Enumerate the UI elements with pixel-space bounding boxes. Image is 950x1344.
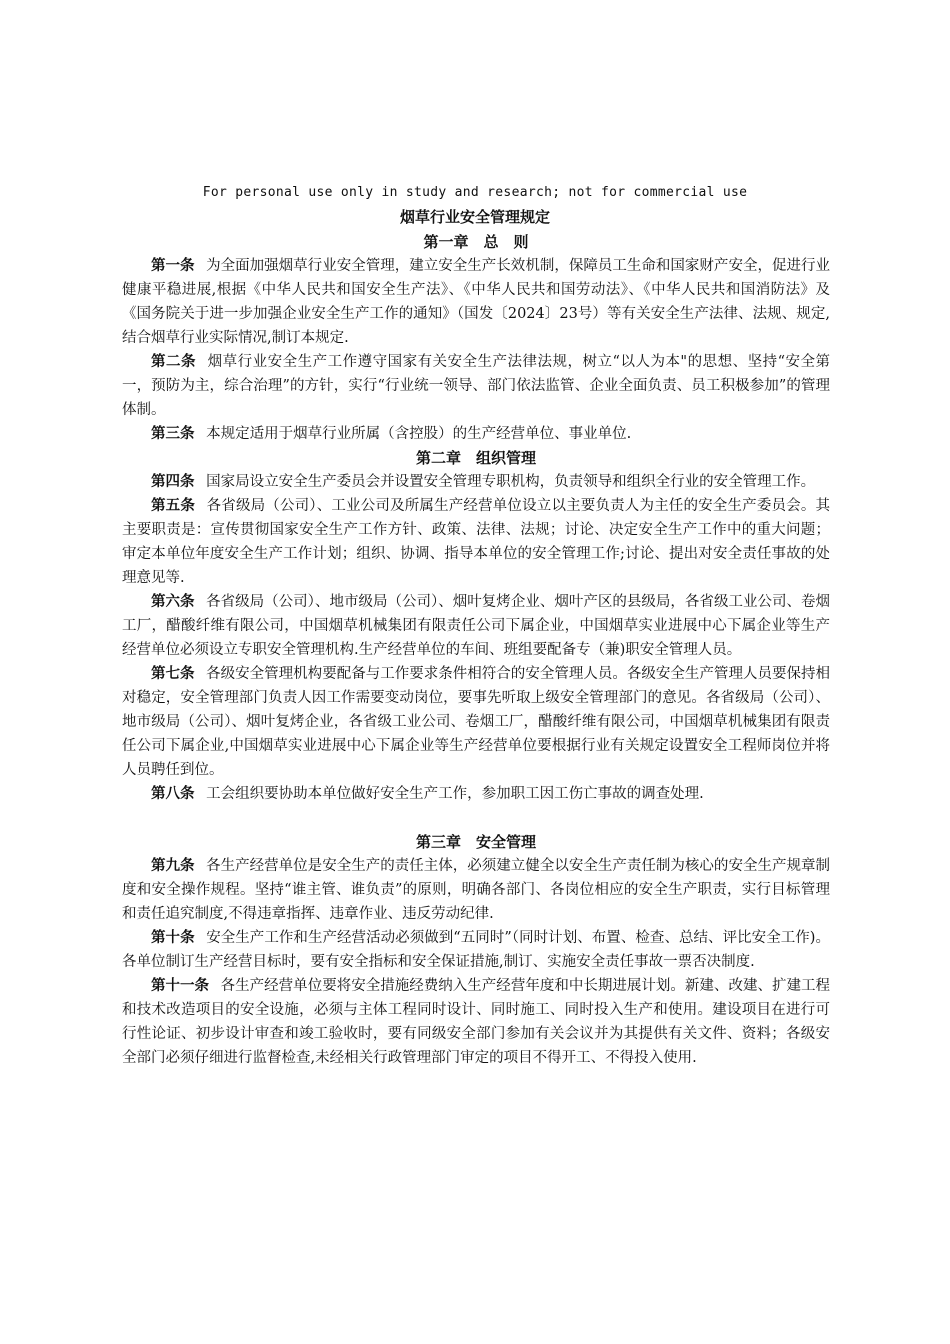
article-1 xyxy=(122,254,830,350)
article-text: 各省级局（公司）、地市级局（公司）、烟叶复烤企业、烟叶产区的县级局，各省级工业公司、卷烟工厂，醋酸纤维有限公司，中国烟草机械集团有限责任公司下属企业，中国烟草实业进展中心下属企业等生产经营单位必须设立专职安全管理机构.生产经营单位的车间、班组要配备专（兼)职安全管理人员。 xyxy=(122,594,831,658)
article-label: 第七条 xyxy=(151,666,195,682)
article-10 xyxy=(122,926,830,974)
article-text: 各生产经营单位要将安全措施经费纳入生产经营年度和中长期进展计划。新建、改建、扩建工程和技术改造项目的安全设施，必须与主体工程同时设计、同时施工、同时投入生产和使用。建设项目在进行可行性论证、初步设计审查和竣工验收时，要有同级安全部门参加有关会议并为其提供有关文件、资料；各级安全部门必须仔细进行监督检查,未经相关行政管理部门审定的项目不得开工、不得投入使用. xyxy=(122,978,831,1066)
article-label: 第一条 xyxy=(151,258,195,274)
disclaimer-line: For personal use only in study and research; not for commercial use xyxy=(202,185,748,200)
article-label: 第三条 xyxy=(151,426,195,442)
article-5 xyxy=(122,494,830,590)
article-text: 本规定适用于烟草行业所属（含控股）的生产经营单位、事业单位. xyxy=(206,426,632,442)
chapter-heading-2: 第二章 组织管理 xyxy=(415,449,536,467)
article-11 xyxy=(122,974,830,1070)
article-text: 为全面加强烟草行业安全管理，建立安全生产长效机制，保障员工生命和国家财产安全，促进行业健康平稳进展,根据《中华人民共和国安全生产法》、《中华人民共和国劳动法》、《中华人民共和国消防法》及《国务院关于进一步加强企业安全生产工作的通知》（国发〔2024〕23号）等有关安全生产法律、法规、规定,结合烟草行业实际情况,制订本规定. xyxy=(122,258,831,346)
article-label: 第八条 xyxy=(151,786,195,802)
document-title: 烟草行业安全管理规定 xyxy=(399,208,550,226)
article-text: 各生产经营单位是安全生产的责任主体，必须建立健全以安全生产责任制为核心的安全生产规章制度和安全操作规程。坚持“谁主管、谁负责”的原则，明确各部门、各岗位相应的安全生产职责，实行目标管理和责任追究制度,不得违章指挥、违章作业、违反劳动纪律. xyxy=(122,858,831,922)
article-label: 第十条 xyxy=(151,930,195,946)
article-4 xyxy=(122,470,830,494)
article-9 xyxy=(122,854,830,926)
document-body xyxy=(122,230,830,1070)
article-text: 烟草行业安全生产工作遵守国家有关安全生产法律法规，树立“以人为本"的思想、坚持“安全第一，预防为主，综合治理”的方针，实行“行业统一领导、部门依法监管、企业全面负责、员工积极参加”的管理体制。 xyxy=(122,354,830,418)
article-label: 第十一条 xyxy=(151,978,210,994)
article-label: 第九条 xyxy=(151,858,195,874)
article-label: 第二条 xyxy=(151,354,196,370)
article-text: 国家局设立安全生产委员会并设置安全管理专职机构，负责领导和组织全行业的安全管理工作。 xyxy=(206,474,816,490)
chapter-heading-3: 第三章 安全管理 xyxy=(415,833,536,851)
chapter-heading-1: 第一章 总 则 xyxy=(423,233,529,251)
article-label: 第六条 xyxy=(151,594,195,610)
article-6 xyxy=(122,590,830,662)
article-label: 第四条 xyxy=(151,474,195,490)
article-text: 工会组织要协助本单位做好安全生产工作，参加职工因工伤亡事故的调查处理. xyxy=(206,786,704,802)
article-text: 安全生产工作和生产经营活动必须做到“五同时”（同时计划、布置、检查、总结、评比安全工作)。各单位制订生产经营目标时，要有安全指标和安全保证措施,制订、实施安全责任事故一票否决制度. xyxy=(122,930,830,970)
article-2 xyxy=(122,350,830,422)
article-7 xyxy=(122,662,830,782)
article-text: 各省级局（公司）、工业公司及所属生产经营单位设立以主要负责人为主任的安全生产委员会。其主要职责是：宣传贯彻国家安全生产工作方针、政策、法律、法规；讨论、决定安全生产工作中的重大问题；审定本单位年度安全生产工作计划；组织、协调、指导本单位的安全管理工作;讨论、提出对安全责任事故的处理意见等. xyxy=(122,498,831,586)
article-8 xyxy=(122,782,830,806)
article-text: 各级安全管理机构要配备与工作要求条件相符合的安全管理人员。各级安全生产管理人员要保持相对稳定，安全管理部门负责人因工作需要变动岗位，要事先听取上级安全管理部门的意见。各省级局（公司）、地市级局（公司）、烟叶复烤企业，各省级工业公司、卷烟工厂，醋酸纤维有限公司，中国烟草机械集团有限责任公司下属企业,中国烟草实业进展中心下属企业等生产经营单位要根据行业有关规定设置安全工程师岗位并将人员聘任到位。 xyxy=(122,666,831,778)
article-3 xyxy=(122,422,830,446)
article-label: 第五条 xyxy=(151,498,196,514)
